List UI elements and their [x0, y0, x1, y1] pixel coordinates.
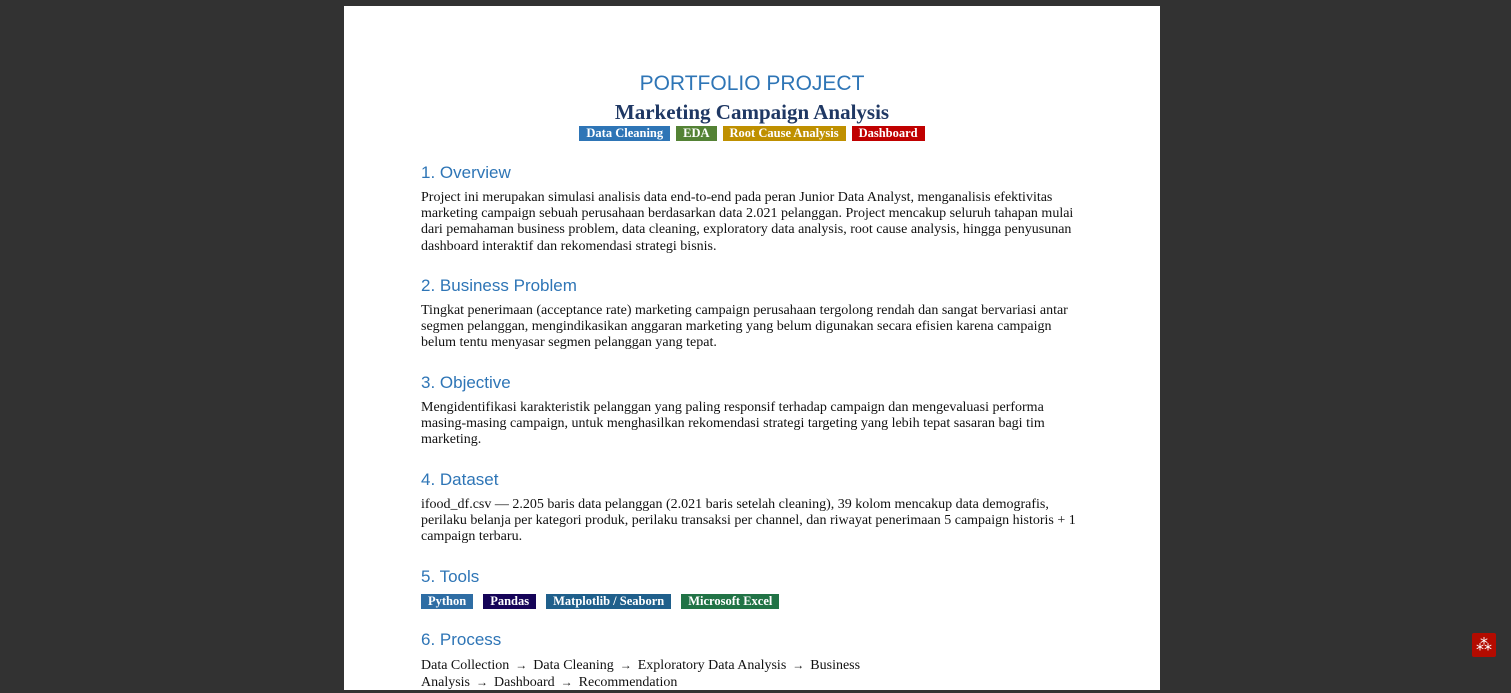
arrow-right-icon: → [619, 658, 632, 672]
process-step: Business Analysis [421, 658, 861, 690]
tag-eda: EDA [676, 126, 716, 141]
overview-heading: 1. Overview [421, 163, 511, 182]
header-tags [344, 126, 1160, 141]
arrow-right-icon: → [560, 675, 573, 690]
document-title: Marketing Campaign Analysis [614, 100, 890, 124]
process-flow [421, 657, 1061, 690]
tool-matplotlib-seaborn: Matplotlib / Seaborn [546, 594, 671, 609]
overview-text: Project ini merupakan simulasi analisis data end-to-end pada peran Junior Data Analyst, menganalisis efektivitas marketing campaign sebuah perusahaan berdasarkan data 2.021 pelanggan. Project mencakup seluruh tahapan mulai dari pemahaman business problem, data cleaning, exploratory data analysis, root cause analysis, hingga penyusunan dashboard interaktif dan rekomendasi strategi bisnis. [421, 190, 1074, 254]
arrow-right-icon: → [476, 675, 488, 690]
tag-dashboard: Dashboard [852, 126, 925, 141]
dataset-heading: 4. Dataset [421, 470, 499, 489]
process-step: Recommendation [578, 675, 678, 690]
tag-data-cleaning: Data Cleaning [579, 126, 670, 141]
arrow-right-icon: → [792, 658, 805, 672]
business-problem-text: Tingkat penerimaan (acceptance rate) marketing campaign perusahaan tergolong rendah dan sangat bervariasi antar segmen pelanggan, mengindikasikan anggaran marketing yang belum digunakan secara efisien karena campaign belum tentu menyasar segmen pelanggan yang tepat. [421, 303, 1068, 351]
process-heading: 6. Process [421, 630, 502, 649]
tools-heading: 5. Tools [421, 567, 480, 586]
process-step: Exploratory Data Analysis [637, 658, 787, 673]
document-kicker: PORTFOLIO PROJECT [639, 72, 865, 95]
objective-heading: 3. Objective [421, 373, 511, 392]
dataset-text: ifood_df.csv — 2.205 baris data pelanggan (2.021 baris setelah cleaning), 39 kolom mencakup data demografis, perilaku belanja per kategori produk, perilaku transaksi per channel, dan riwayat penerimaan 5 campaign historis + 1 campaign terbaru. [421, 497, 1076, 545]
business-problem-heading: 2. Business Problem [421, 276, 577, 295]
acrobat-icon[interactable]: ⁂ [1472, 633, 1496, 657]
tool-python: Python [421, 594, 473, 609]
tool-pandas: Pandas [483, 594, 536, 609]
arrow-right-icon: → [515, 658, 528, 672]
process-step: Dashboard [494, 675, 555, 690]
process-step: Data Collection [421, 658, 510, 673]
pdf-page [344, 6, 1160, 690]
tools-tags [421, 594, 789, 609]
tag-root-cause-analysis: Root Cause Analysis [723, 126, 846, 141]
tool-microsoft-excel: Microsoft Excel [681, 594, 779, 609]
objective-text: Mengidentifikasi karakteristik pelanggan yang paling responsif terhadap campaign dan mengevaluasi performa masing-masing campaign, untuk menghasilkan rekomendasi strategi targeting yang lebih tepat sasaran bagi tim marketing. [421, 400, 1045, 448]
process-step: Data Cleaning [533, 658, 614, 673]
